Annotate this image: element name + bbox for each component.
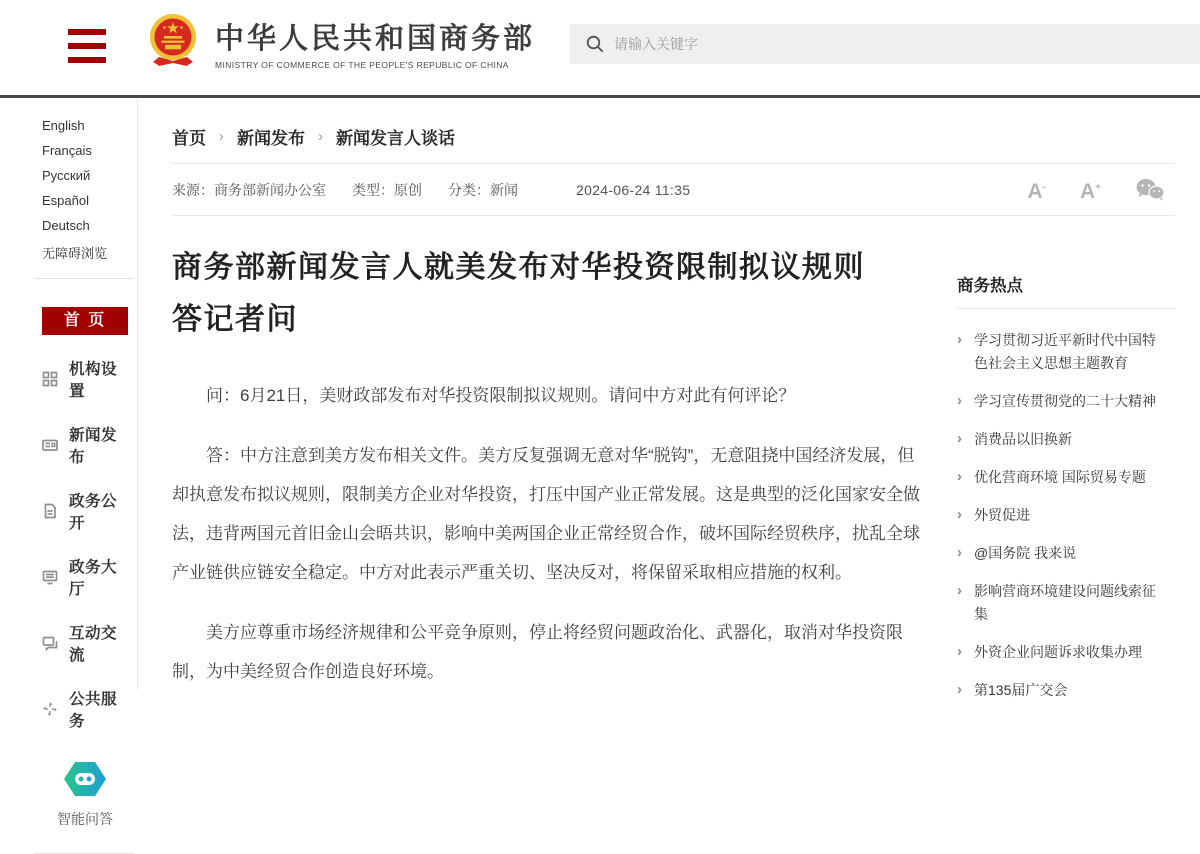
- breadcrumb-home[interactable]: 首页: [172, 129, 206, 148]
- search-icon: [586, 35, 604, 53]
- document-icon: [42, 503, 58, 519]
- search-box[interactable]: [570, 24, 1200, 64]
- chevron-right-icon: ›: [957, 681, 962, 698]
- article-meta-bar: [172, 164, 1175, 216]
- smart-qa-label: 智能问答: [57, 811, 113, 827]
- sidebar-item-label: 机构设置: [69, 361, 118, 400]
- font-increase-button[interactable]: A+: [1079, 179, 1101, 203]
- sidebar-divider: [34, 278, 134, 279]
- article-paragraph: 答：中方注意到美方发布相关文件。美方反复强调无意对华“脱钩”，无意阻挠中国经济发展，但却执意发布拟议规则，限制美方企业对华投资，打压中国产业正常发展。这是典型的泛化国家安全做法，违背两国元首旧金山会晤共识，影响中美两国企业正常经贸合作，破坏国际经贸秩序，扰乱全球产业链供应链安全稳定。中方对此表示严重关切、坚决反对，将保留采取相应措施的权利。: [172, 446, 920, 582]
- monitor-icon: [42, 569, 58, 585]
- accessibility-link[interactable]: 无障碍浏览: [42, 246, 108, 261]
- hot-topics-list: [957, 329, 1175, 702]
- hot-topics-panel: [924, 216, 1175, 717]
- chevron-right-icon: ›: [957, 430, 962, 447]
- sidebar-item-news[interactable]: [42, 423, 127, 467]
- sidebar-item-interaction[interactable]: [42, 621, 127, 665]
- breadcrumb: [172, 124, 1175, 164]
- meta-type: 类型：原创: [352, 181, 422, 198]
- chevron-right-icon: ›: [957, 392, 962, 409]
- meta-datetime: 2024-06-24 11:35: [576, 181, 691, 198]
- sidebar-item-service-hall[interactable]: [42, 555, 127, 599]
- national-emblem-logo: [149, 12, 197, 79]
- lang-german[interactable]: Deutsch: [42, 218, 90, 233]
- menu-hamburger-icon[interactable]: [68, 29, 106, 63]
- sidebar-item-label: 政务大厅: [69, 559, 118, 598]
- chat-icon: [42, 635, 58, 651]
- article-paragraph: 美方应尊重市场经济规律和公平竞争原则，停止将经贸问题政治化、武器化，取消对华投资限制，为中美经贸合作创造良好环境。: [172, 623, 903, 681]
- hot-topic-link[interactable]: › 学习宣传贯彻党的二十大精神: [957, 390, 1175, 413]
- sidebar-item-label: 互动交流: [69, 625, 118, 664]
- hot-topic-link[interactable]: › 消费品以旧换新: [957, 428, 1175, 451]
- search-input[interactable]: [614, 24, 1174, 64]
- sidebar-item-label: 新闻发布: [69, 427, 118, 466]
- org-grid-icon: [42, 371, 58, 387]
- hot-topic-link[interactable]: › @国务院 我来说: [957, 542, 1175, 565]
- article-paragraph: 问：6月21日，美财政部发布对华投资限制拟议规则。请问中方对此有何评论？: [206, 386, 796, 405]
- chevron-right-icon: ›: [957, 331, 962, 348]
- language-switcher: [42, 118, 138, 233]
- smart-qa-robot-icon: [63, 761, 107, 797]
- breadcrumb-separator-icon: ›: [219, 128, 224, 145]
- lang-russian[interactable]: Русский: [42, 168, 91, 183]
- wechat-share-icon[interactable]: [1135, 178, 1165, 202]
- chevron-right-icon: ›: [957, 544, 962, 561]
- site-header: [0, 0, 1200, 95]
- sidebar-item-public-service[interactable]: [42, 687, 127, 731]
- breadcrumb-separator-icon: ›: [318, 128, 323, 145]
- font-decrease-button[interactable]: A-: [1027, 179, 1046, 203]
- hot-topic-link[interactable]: › 外贸促进: [957, 504, 1175, 527]
- public-service-icon: [42, 701, 58, 717]
- lang-french[interactable]: Français: [42, 143, 92, 158]
- article-title: 商务部新闻发言人就美发布对华投资限制拟议规则答记者问: [172, 251, 865, 336]
- sidebar-item-label: 政务公开: [69, 493, 118, 532]
- left-sidebar: [0, 98, 138, 827]
- meta-category: 分类：新闻: [448, 181, 518, 198]
- hot-topics-title: 商务热点: [957, 272, 1175, 309]
- chevron-right-icon: ›: [957, 468, 962, 485]
- sidebar-item-home[interactable]: 首 页: [42, 307, 128, 335]
- main-content: [138, 98, 1200, 698]
- news-icon: [42, 437, 58, 453]
- smart-qa-entry[interactable]: [42, 761, 128, 829]
- hot-topic-link[interactable]: › 外资企业问题诉求收集办理: [957, 641, 1175, 664]
- lang-spanish[interactable]: Español: [42, 193, 89, 208]
- hot-topic-link[interactable]: › 学习贯彻习近平新时代中国特色社会主义思想主题教育: [957, 329, 1175, 375]
- lang-english[interactable]: English: [42, 118, 85, 133]
- sidebar-item-org[interactable]: [42, 357, 127, 401]
- sidebar-nav: [42, 357, 127, 731]
- breadcrumb-news[interactable]: 新闻发布: [237, 129, 305, 148]
- breadcrumb-current[interactable]: 新闻发言人谈话: [336, 129, 455, 148]
- site-subtitle: MINISTRY OF COMMERCE OF THE PEOPLE'S REPUBLIC OF CHINA: [215, 60, 509, 70]
- article: [172, 216, 924, 717]
- site-title: 中华人民共和国商务部: [215, 23, 536, 55]
- sidebar-item-label: 公共服务: [69, 691, 118, 730]
- sidebar-item-gov-affairs[interactable]: [42, 489, 127, 533]
- chevron-right-icon: ›: [957, 643, 962, 660]
- hot-topic-link[interactable]: › 影响营商环境建设问题线索征集: [957, 580, 1175, 626]
- meta-source: 来源：商务部新闻办公室: [172, 181, 326, 198]
- hot-topic-link[interactable]: › 优化营商环境 国际贸易专题: [957, 466, 1175, 489]
- chevron-right-icon: ›: [957, 582, 962, 599]
- hot-topic-link[interactable]: › 第135届广交会: [957, 679, 1175, 702]
- chevron-right-icon: ›: [957, 506, 962, 523]
